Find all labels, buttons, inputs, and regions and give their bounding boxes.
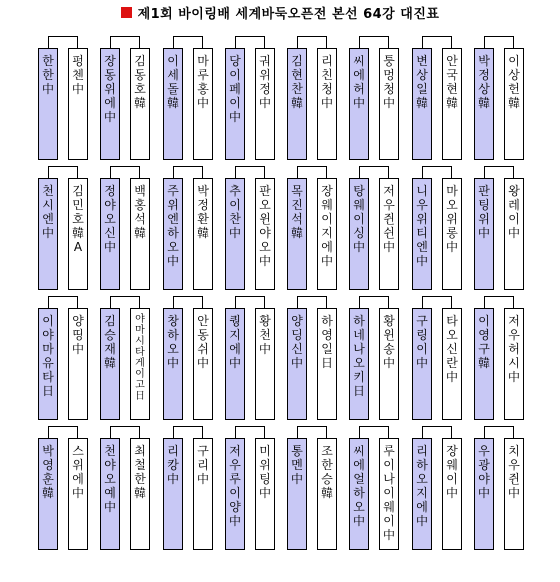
player-name: 장 웨 이 中 bbox=[442, 438, 462, 550]
bracket-line bbox=[48, 426, 78, 438]
match-pair bbox=[351, 296, 411, 421]
bracket-line bbox=[235, 36, 265, 48]
match-pair bbox=[40, 296, 100, 421]
bracket-line bbox=[359, 36, 389, 48]
player-name: 추 이 찬 中 bbox=[225, 178, 245, 290]
player-name: 통 멘 中 bbox=[287, 438, 307, 550]
bracket-line bbox=[173, 426, 203, 438]
player-name: 미 위 팅 中 bbox=[255, 438, 275, 550]
match-pair bbox=[165, 296, 225, 421]
player-name: 우 광 야 中 bbox=[474, 438, 494, 550]
player-name: 양 띵 中 bbox=[68, 308, 88, 420]
player-name: 궈 위 정 中 bbox=[255, 48, 275, 160]
player-name: 백 홍 석 韓 bbox=[130, 178, 150, 290]
bracket-line bbox=[297, 426, 327, 438]
title-text: 제1회 바이링배 세계바둑오픈전 본선 64강 대진표 bbox=[137, 6, 440, 22]
player-name: 변 상 일 韓 bbox=[412, 48, 432, 160]
bracket-line bbox=[48, 166, 78, 178]
player-name: 리 친 청 中 bbox=[317, 48, 337, 160]
match-pair bbox=[165, 426, 225, 551]
bracket-line bbox=[48, 36, 78, 48]
player-name: 마 루 홍 中 bbox=[193, 48, 213, 160]
player-name: 리 하 오 지 에 中 bbox=[412, 438, 432, 550]
player-name: 판 오 윈 야 오 中 bbox=[255, 178, 275, 290]
player-name: 이 상 헌 韓 bbox=[504, 48, 524, 160]
match-pair bbox=[289, 36, 349, 161]
player-name: 주 위 엔 하 오 中 bbox=[163, 178, 183, 290]
player-name: 장 동 위 에 中 bbox=[100, 48, 120, 160]
match-pair bbox=[227, 166, 287, 291]
bracket-line bbox=[235, 296, 265, 308]
bracket-row bbox=[0, 426, 560, 551]
player-name: 저 우 허 시 中 bbox=[504, 308, 524, 420]
match-pair bbox=[289, 426, 349, 551]
player-name: 이 세 돌 韓 bbox=[163, 48, 183, 160]
match-pair bbox=[40, 426, 100, 551]
match-pair bbox=[476, 36, 536, 161]
bracket-line bbox=[110, 426, 140, 438]
match-pair bbox=[414, 166, 474, 291]
player-name: 한 한 中 bbox=[38, 48, 58, 160]
match-pair bbox=[165, 166, 225, 291]
player-name: 정 야 오 신 中 bbox=[100, 178, 120, 290]
match-pair bbox=[40, 36, 100, 161]
player-name: 퉁 멍 청 中 bbox=[379, 48, 399, 160]
player-name: 펑 첸 中 bbox=[68, 48, 88, 160]
player-name: 퀑 지 에 中 bbox=[225, 308, 245, 420]
player-name: 김 승 재 韓 bbox=[100, 308, 120, 420]
player-name: 박 정 상 韓 bbox=[474, 48, 494, 160]
player-name: 당 이 페 이 中 bbox=[225, 48, 245, 160]
bracket-line bbox=[110, 36, 140, 48]
bracket-row bbox=[0, 296, 560, 421]
match-pair bbox=[227, 426, 287, 551]
player-name: 천 야 오 예 中 bbox=[100, 438, 120, 550]
match-pair bbox=[102, 296, 162, 421]
bracket-line bbox=[297, 296, 327, 308]
player-name: 왕 레 이 中 bbox=[504, 178, 524, 290]
bracket-line bbox=[422, 296, 452, 308]
player-name: 황 천 中 bbox=[255, 308, 275, 420]
bracket-line bbox=[422, 426, 452, 438]
player-name: 천 시 엔 中 bbox=[38, 178, 58, 290]
player-name: 양 딩 신 中 bbox=[287, 308, 307, 420]
player-name: 타 오 신 란 中 bbox=[442, 308, 462, 420]
match-pair bbox=[414, 36, 474, 161]
player-name: 최 철 한 韓 bbox=[130, 438, 150, 550]
bracket-line bbox=[110, 166, 140, 178]
match-pair bbox=[414, 426, 474, 551]
match-pair bbox=[40, 166, 100, 291]
player-name: 조 한 승 韓 bbox=[317, 438, 337, 550]
player-name: 이 영 구 韓 bbox=[474, 308, 494, 420]
bracket-line bbox=[235, 166, 265, 178]
match-pair bbox=[351, 36, 411, 161]
player-name: 마 오 위 롱 中 bbox=[442, 178, 462, 290]
player-name: 목 진 석 韓 bbox=[287, 178, 307, 290]
player-name: 저 우 쥔 쉰 中 bbox=[379, 178, 399, 290]
player-name: 야 마 시 타 게 이 고 日 bbox=[130, 308, 150, 420]
match-pair bbox=[289, 296, 349, 421]
bracket-line bbox=[297, 36, 327, 48]
bracket-row bbox=[0, 36, 560, 161]
bracket-row bbox=[0, 166, 560, 291]
match-pair bbox=[227, 36, 287, 161]
player-name: 씨 에 허 中 bbox=[349, 48, 369, 160]
player-name: 구 링 이 中 bbox=[412, 308, 432, 420]
bracket-line bbox=[173, 166, 203, 178]
bracket-line bbox=[110, 296, 140, 308]
player-name: 안 국 현 韓 bbox=[442, 48, 462, 160]
player-name: 김 민 호 韓 A bbox=[68, 178, 88, 290]
player-name: 니 우 위 티 엔 中 bbox=[412, 178, 432, 290]
player-name: 씨 에 얼 하 오 中 bbox=[349, 438, 369, 550]
bracket-line bbox=[359, 296, 389, 308]
bracket-line bbox=[422, 36, 452, 48]
player-name: 황 윈 송 中 bbox=[379, 308, 399, 420]
player-name: 탕 웨 이 싱 中 bbox=[349, 178, 369, 290]
match-pair bbox=[102, 426, 162, 551]
match-pair bbox=[476, 296, 536, 421]
bracket-line bbox=[173, 296, 203, 308]
player-name: 저 우 루 이 양 中 bbox=[225, 438, 245, 550]
match-pair bbox=[289, 166, 349, 291]
player-name: 리 캉 中 bbox=[163, 438, 183, 550]
player-name: 하 네 나 오 키 日 bbox=[349, 308, 369, 420]
player-name: 루 이 나 이 웨 이 中 bbox=[379, 438, 399, 550]
bracket-line bbox=[48, 296, 78, 308]
bracket-line bbox=[359, 426, 389, 438]
match-pair bbox=[414, 296, 474, 421]
player-name: 김 현 찬 韓 bbox=[287, 48, 307, 160]
bracket-line bbox=[484, 426, 514, 438]
player-name: 스 위 에 中 bbox=[68, 438, 88, 550]
match-pair bbox=[476, 166, 536, 291]
bracket-line bbox=[422, 166, 452, 178]
player-name: 박 정 환 韓 bbox=[193, 178, 213, 290]
player-name: 구 리 中 bbox=[193, 438, 213, 550]
player-name: 이 야 마 유 타 日 bbox=[38, 308, 58, 420]
match-pair bbox=[102, 166, 162, 291]
bracket-line bbox=[484, 166, 514, 178]
bracket-line bbox=[484, 296, 514, 308]
player-name: 장 웨 이 지 에 中 bbox=[317, 178, 337, 290]
bracket-line bbox=[297, 166, 327, 178]
bracket-line bbox=[484, 36, 514, 48]
player-name: 창 하 오 中 bbox=[163, 308, 183, 420]
match-pair bbox=[351, 426, 411, 551]
player-name: 판 팅 위 中 bbox=[474, 178, 494, 290]
match-pair bbox=[227, 296, 287, 421]
player-name: 김 동 호 韓 bbox=[130, 48, 150, 160]
player-name: 치 우 쥔 中 bbox=[504, 438, 524, 550]
match-pair bbox=[351, 166, 411, 291]
player-name: 하 영 일 日 bbox=[317, 308, 337, 420]
bracket-line bbox=[173, 36, 203, 48]
bracket-line bbox=[235, 426, 265, 438]
match-pair bbox=[476, 426, 536, 551]
player-name: 안 동 쉬 中 bbox=[193, 308, 213, 420]
player-name: 박 영 훈 韓 bbox=[38, 438, 58, 550]
match-pair bbox=[165, 36, 225, 161]
match-pair bbox=[102, 36, 162, 161]
bracket-line bbox=[359, 166, 389, 178]
